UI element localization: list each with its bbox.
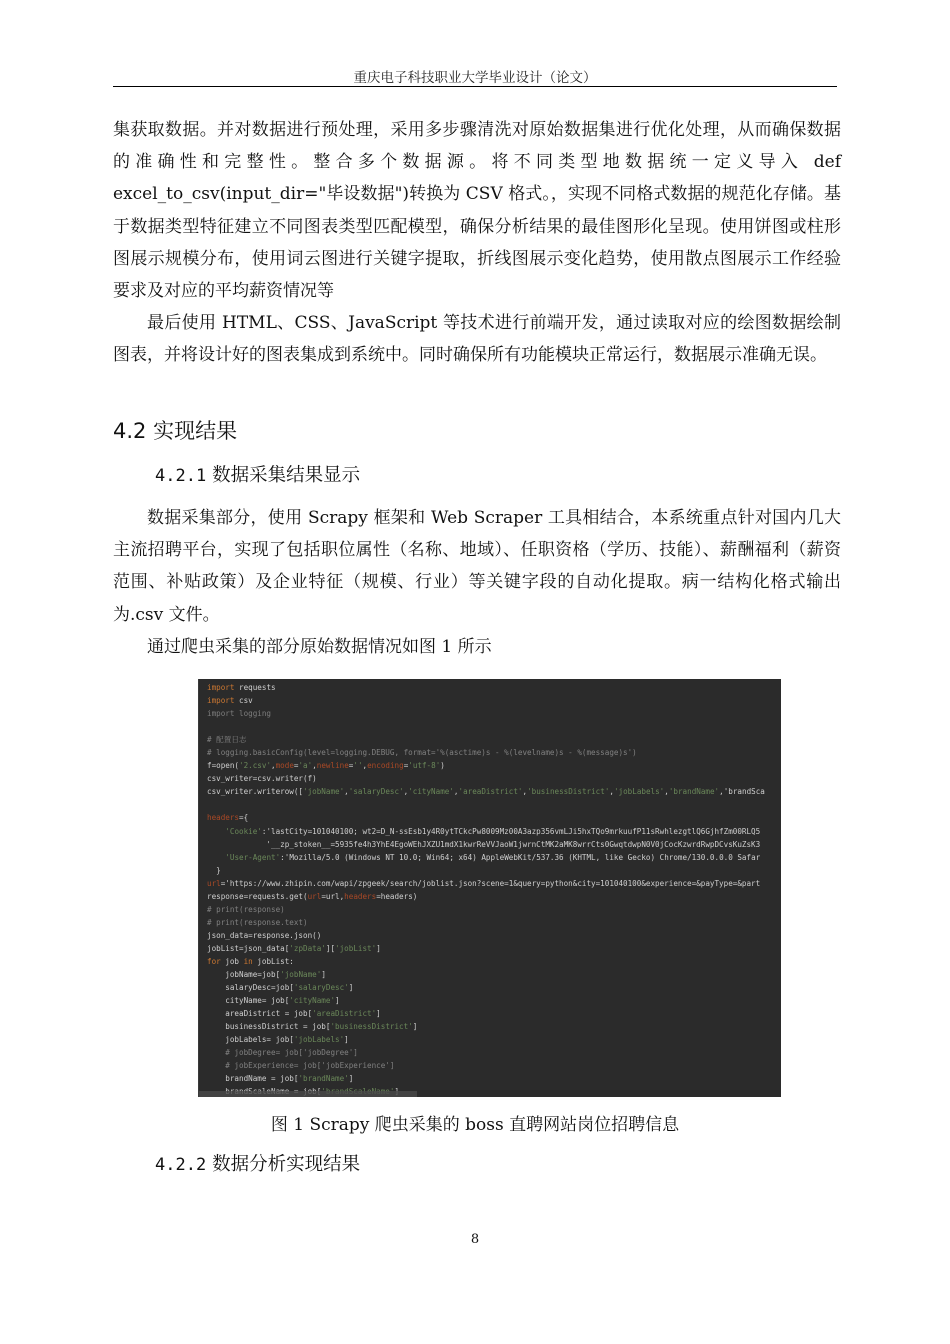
code-line: # jobExperience= job['jobExperience'] [207, 1061, 395, 1071]
code-line: jobName=job['jobName'] [207, 970, 326, 980]
code-line: '__zp_stoken__=5935fe4h3YhE4EgoWEhJXZU1mdX1kwrReVVJaoW1jwrnCtMK2aMK8wrrCts0GwqtdwpN0V0jCocKzwrdRwpDCvsKuZsK3 [266, 839, 761, 849]
code-line: csv_writer=csv.writer(f) [207, 774, 317, 784]
code-line: # jobDegree= job['jobDegree'] [207, 1048, 358, 1058]
subsection-heading-4-2-1 [155, 461, 360, 487]
code-line: f=open('2.csv',mode='a',newline='',encoding='utf-8') [207, 761, 445, 771]
page-number: 8 [470, 1232, 480, 1247]
code-line: json_data=response.json() [207, 930, 322, 940]
horizontal-scrollbar [199, 1091, 417, 1097]
paragraph-preprocessing: 集获取数据。并对数据进行预处理，采用多步骤清洗对原始数据集进行优化处理，从而确保数据的准确性和完整性。整合多个数据源。将不同类型地数据统一定义导入 def excel_to_csv(input_dir="毕设数据")转换为 CSV 格式。，实现不同格式数据的规范化存储。基于数据类型特征建立不同图表类型匹配模型，确保分析结果的最佳图形化呈现。使用饼图或柱形图展示规模分布，使用词云图进行关键字提取，折线图展示变化趋势，使用散点图展示工作经验要求及对应的平均薪资情况等 [113, 120, 841, 302]
paragraph-figure-reference: 通过爬虫采集的部分原始数据情况如图 1 所示 [147, 637, 492, 657]
figure-caption: 图 1 Scrapy 爬虫采集的 boss 直聘网站岗位招聘信息 [270, 1115, 680, 1135]
code-line: csv_writer.writerow(['jobName','salaryDesc','cityName','areaDistrict','businessDistrict','jobLabels','brandName','brandSca [207, 787, 765, 797]
subsection-title: 数据分析实现结果 [212, 1154, 361, 1175]
code-line: jobLabels= job['jobLabels'] [207, 1035, 349, 1045]
paragraph-frontend: 最后使用 HTML、CSS、JavaScript 等技术进行前端开发，通过读取对应的绘图数据绘制图表，并将设计好的图表集成到系统中。同时确保所有功能模块正常运行，数据展示准确无误。 [113, 313, 841, 366]
code-line: # 配置日志 [207, 735, 247, 745]
code-line: cityName= job['cityName'] [207, 996, 340, 1006]
subsection-number: 4.2.1 [155, 466, 207, 486]
header-rule [113, 86, 837, 87]
code-line: url='https://www.zhipin.com/wapi/zpgeek/search/joblist.json?scene=1&query=python&city=101040100&experience=&payType=&part [207, 878, 761, 888]
code-line: } [216, 865, 221, 875]
subsection-number: 4.2.2 [155, 1155, 207, 1175]
subsection-heading-4-2-2 [155, 1150, 360, 1176]
code-line: jobList=json_data['zpData']['jobList'] [207, 943, 381, 953]
code-line: 'User-Agent':'Mozilla/5.0 (Windows NT 10.0; Win64; x64) AppleWebKit/537.36 (KHTML, like Gecko) Chrome/130.0.0.0 Safar [225, 852, 761, 862]
code-line: 'Cookie':'lastCity=101040100; wt2=D_N-ssEsb1y4R0ytTCkcPw8009Mz00A3azp356vmLJi5hxTQo9mrkuufP11sRwhlezgtlQ6GjhfZm00RLQ5 [225, 826, 761, 836]
paragraph-data-collection: 数据采集部分，使用 Scrapy 框架和 Web Scraper 工具相结合，本系统重点针对国内几大主流招聘平台，实现了包括职位属性（名称、地域）、任职资格（学历、技能）、薪酬福利（薪资范围、补贴政策）及企业特征（规模、行业）等关键字段的自动化提取。病一结构化格式输出为.csv 文件。 [113, 508, 841, 625]
code-line: areaDistrict = job['areaDistrict'] [207, 1009, 381, 1019]
code-line: brandName = job['brandName'] [207, 1074, 354, 1084]
code-line: for job in jobList: [207, 956, 294, 966]
code-line: businessDistrict = job['businessDistrict'] [207, 1022, 418, 1032]
code-line: salaryDesc=job['salaryDesc'] [207, 983, 354, 993]
code-line: headers={ [207, 813, 249, 823]
section-heading-4-2: 4.2 实现结果 [113, 419, 238, 443]
code-block [199, 679, 781, 1097]
code-line: response=requests.get(url=url,headers=headers) [207, 891, 418, 901]
header-title: 重庆电子科技职业大学毕业设计（论文） [353, 70, 597, 86]
code-line: import requests [207, 683, 276, 692]
code-line: import logging [207, 709, 272, 719]
code-line: # print(response) [207, 904, 285, 914]
code-line: import csv [207, 696, 253, 706]
code-line: # print(response.text) [207, 917, 308, 927]
code-screenshot-figure [198, 679, 781, 1097]
code-line: # logging.basicConfig(level=logging.DEBUG, format='%(asctime)s - %(levelname)s - %(message)s') [207, 748, 637, 758]
subsection-title: 数据采集结果显示 [212, 465, 361, 486]
